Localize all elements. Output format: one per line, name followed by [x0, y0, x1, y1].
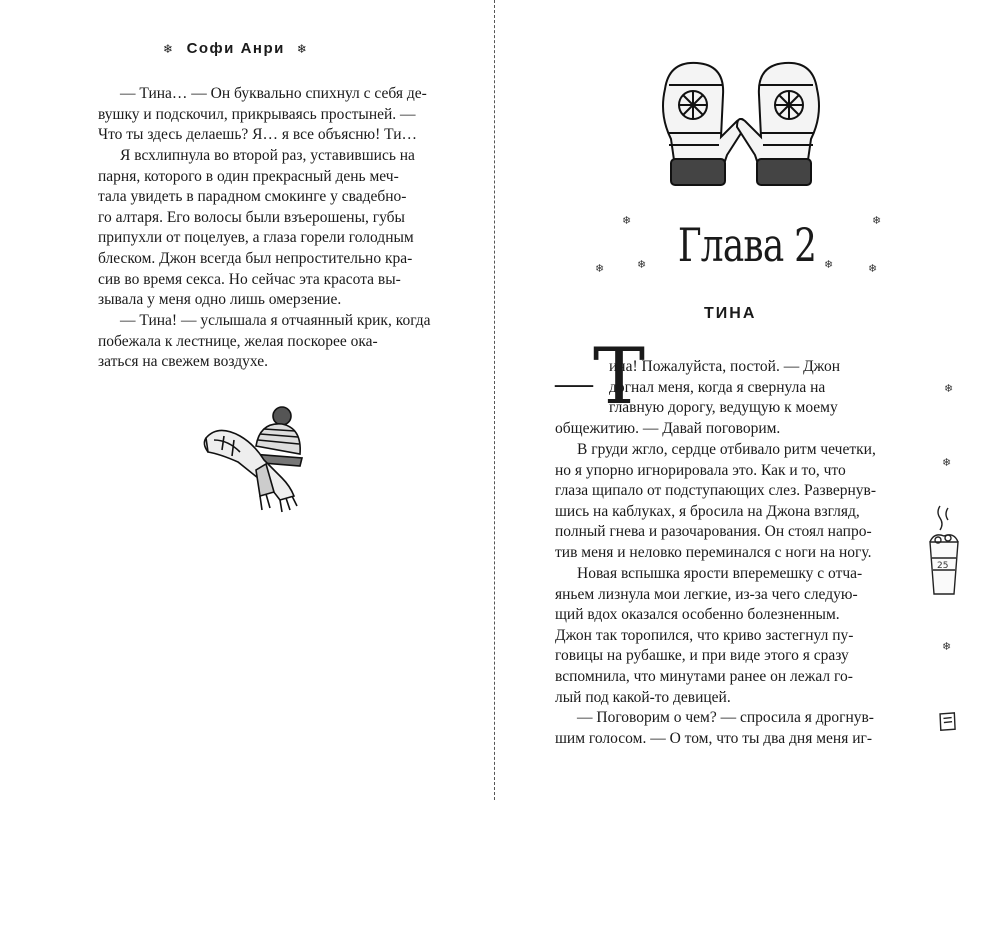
text-line: — Тина… — Он буквально спихнул с себя де- [120, 85, 427, 102]
text-line: глаза щипало от подступающих слез. Развернув- [555, 482, 877, 500]
text-line: шись на каблуках, я бросила на Джона взгляд, [555, 502, 860, 520]
right-page [496, 0, 1000, 926]
text-line: побежала к лестнице, желая поскорее ока- [98, 332, 378, 350]
snowflake-icon: ❄ [622, 215, 632, 227]
text-line: Джон так торопился, что криво застегнул пу- [555, 626, 854, 644]
text-line: — Тина! — услышала я отчаянный крик, когда [120, 312, 431, 329]
sticky-note-icon [936, 710, 958, 734]
text-line: но я упорно игнорировала это. Как и то, что [555, 461, 846, 479]
snowflake-icon: ❄ [944, 383, 954, 395]
text-line: парня, которого в один прекрасный день меч- [98, 167, 399, 185]
text-line: В груди жгло, сердце отбивало ритм чечетки, [577, 441, 876, 458]
text-line: сив во время секса. Но сейчас эта красота вы- [98, 270, 401, 288]
text-line: вушку и подскочил, прикрываясь простыней. — [98, 105, 416, 123]
cocoa-cup-icon [924, 502, 964, 598]
opening-lines [609, 357, 907, 419]
paragraph [98, 146, 428, 311]
author-name: Софи Анри [186, 40, 285, 57]
text-line: лый под какой-то девицей. [555, 688, 731, 706]
snowflake-icon: ❄ [942, 457, 952, 469]
text-line: ина! Пожалуйста, постой. — Джон [609, 358, 841, 375]
text-line: догнал меня, когда я свернула на [609, 378, 826, 396]
chapter-title: Глава 2 [677, 218, 817, 272]
text-line: блеском. Джон всегда был непростительно кра- [98, 249, 413, 267]
running-head [163, 40, 308, 57]
chapter-subtitle: ТИНА [704, 305, 757, 322]
snowflake-icon: ❄ [872, 215, 882, 227]
paragraph [555, 440, 907, 564]
text-line: тала увидеть в парадном смокинге у свадебно- [98, 188, 407, 206]
snowflake-icon: ❄ [296, 41, 309, 56]
left-page [0, 0, 494, 926]
text-line: главную дорогу, ведущую к моему [609, 399, 838, 417]
text-line: Новая вспышка ярости вперемешку с отча- [577, 565, 863, 582]
snowflake-icon: ❄ [942, 641, 952, 653]
text-line: шим голосом. — О том, что ты два дня меня иг- [555, 729, 873, 747]
text-line: общежитию. — Давай поговорим. [555, 420, 781, 437]
paragraph [98, 311, 431, 373]
svg-text:25: 25 [937, 561, 949, 571]
drop-cap: Т [593, 332, 646, 422]
paragraph [555, 564, 907, 708]
snowflake-icon: ❄ [868, 263, 878, 275]
drop-dash: — [555, 362, 593, 404]
paragraph [555, 419, 907, 440]
page-fold-divider [494, 0, 495, 800]
mittens-icon [641, 55, 841, 190]
snowflake-icon: ❄ [595, 263, 605, 275]
text-line: Что ты здесь делаешь? Я… я все объясню! Ти… [98, 126, 417, 144]
snowflake-icon: ❄ [163, 41, 175, 56]
text-line: — Поговорим о чем? — спросила я дрогнув- [577, 709, 874, 726]
paragraph [98, 84, 428, 146]
snowflake-icon: ❄ [637, 259, 647, 271]
text-line: Я всхлипнула во второй раз, уставившись на [120, 147, 415, 164]
text-line: зывала у меня одно лишь омерзение. [98, 291, 342, 309]
snowflake-icon: ❄ [824, 259, 834, 271]
text-line: заться на свежем воздухе. [98, 353, 268, 371]
text-line: тив меня и неловко переминался с ноги на ногу. [555, 543, 872, 561]
text-line: говицы на рубашке, и при виде этого я сразу [555, 647, 849, 665]
text-line: полный гнева и разочарования. Он стоял напро- [555, 523, 872, 541]
text-line: вспомнила, что минутами ранее он лежал го- [555, 667, 853, 685]
text-line: яньем лизнула мои легкие, из-за чего следую- [555, 585, 858, 603]
text-line: го алтаря. Его волосы были взъерошены, губы [98, 208, 405, 226]
paragraph [555, 708, 907, 749]
text-line: щий вдох оказался особенно болезненным. [555, 606, 840, 624]
hat-scarf-icon [200, 400, 310, 520]
text-line: припухли от поцелуев, а глаза горели голодным [98, 229, 414, 247]
